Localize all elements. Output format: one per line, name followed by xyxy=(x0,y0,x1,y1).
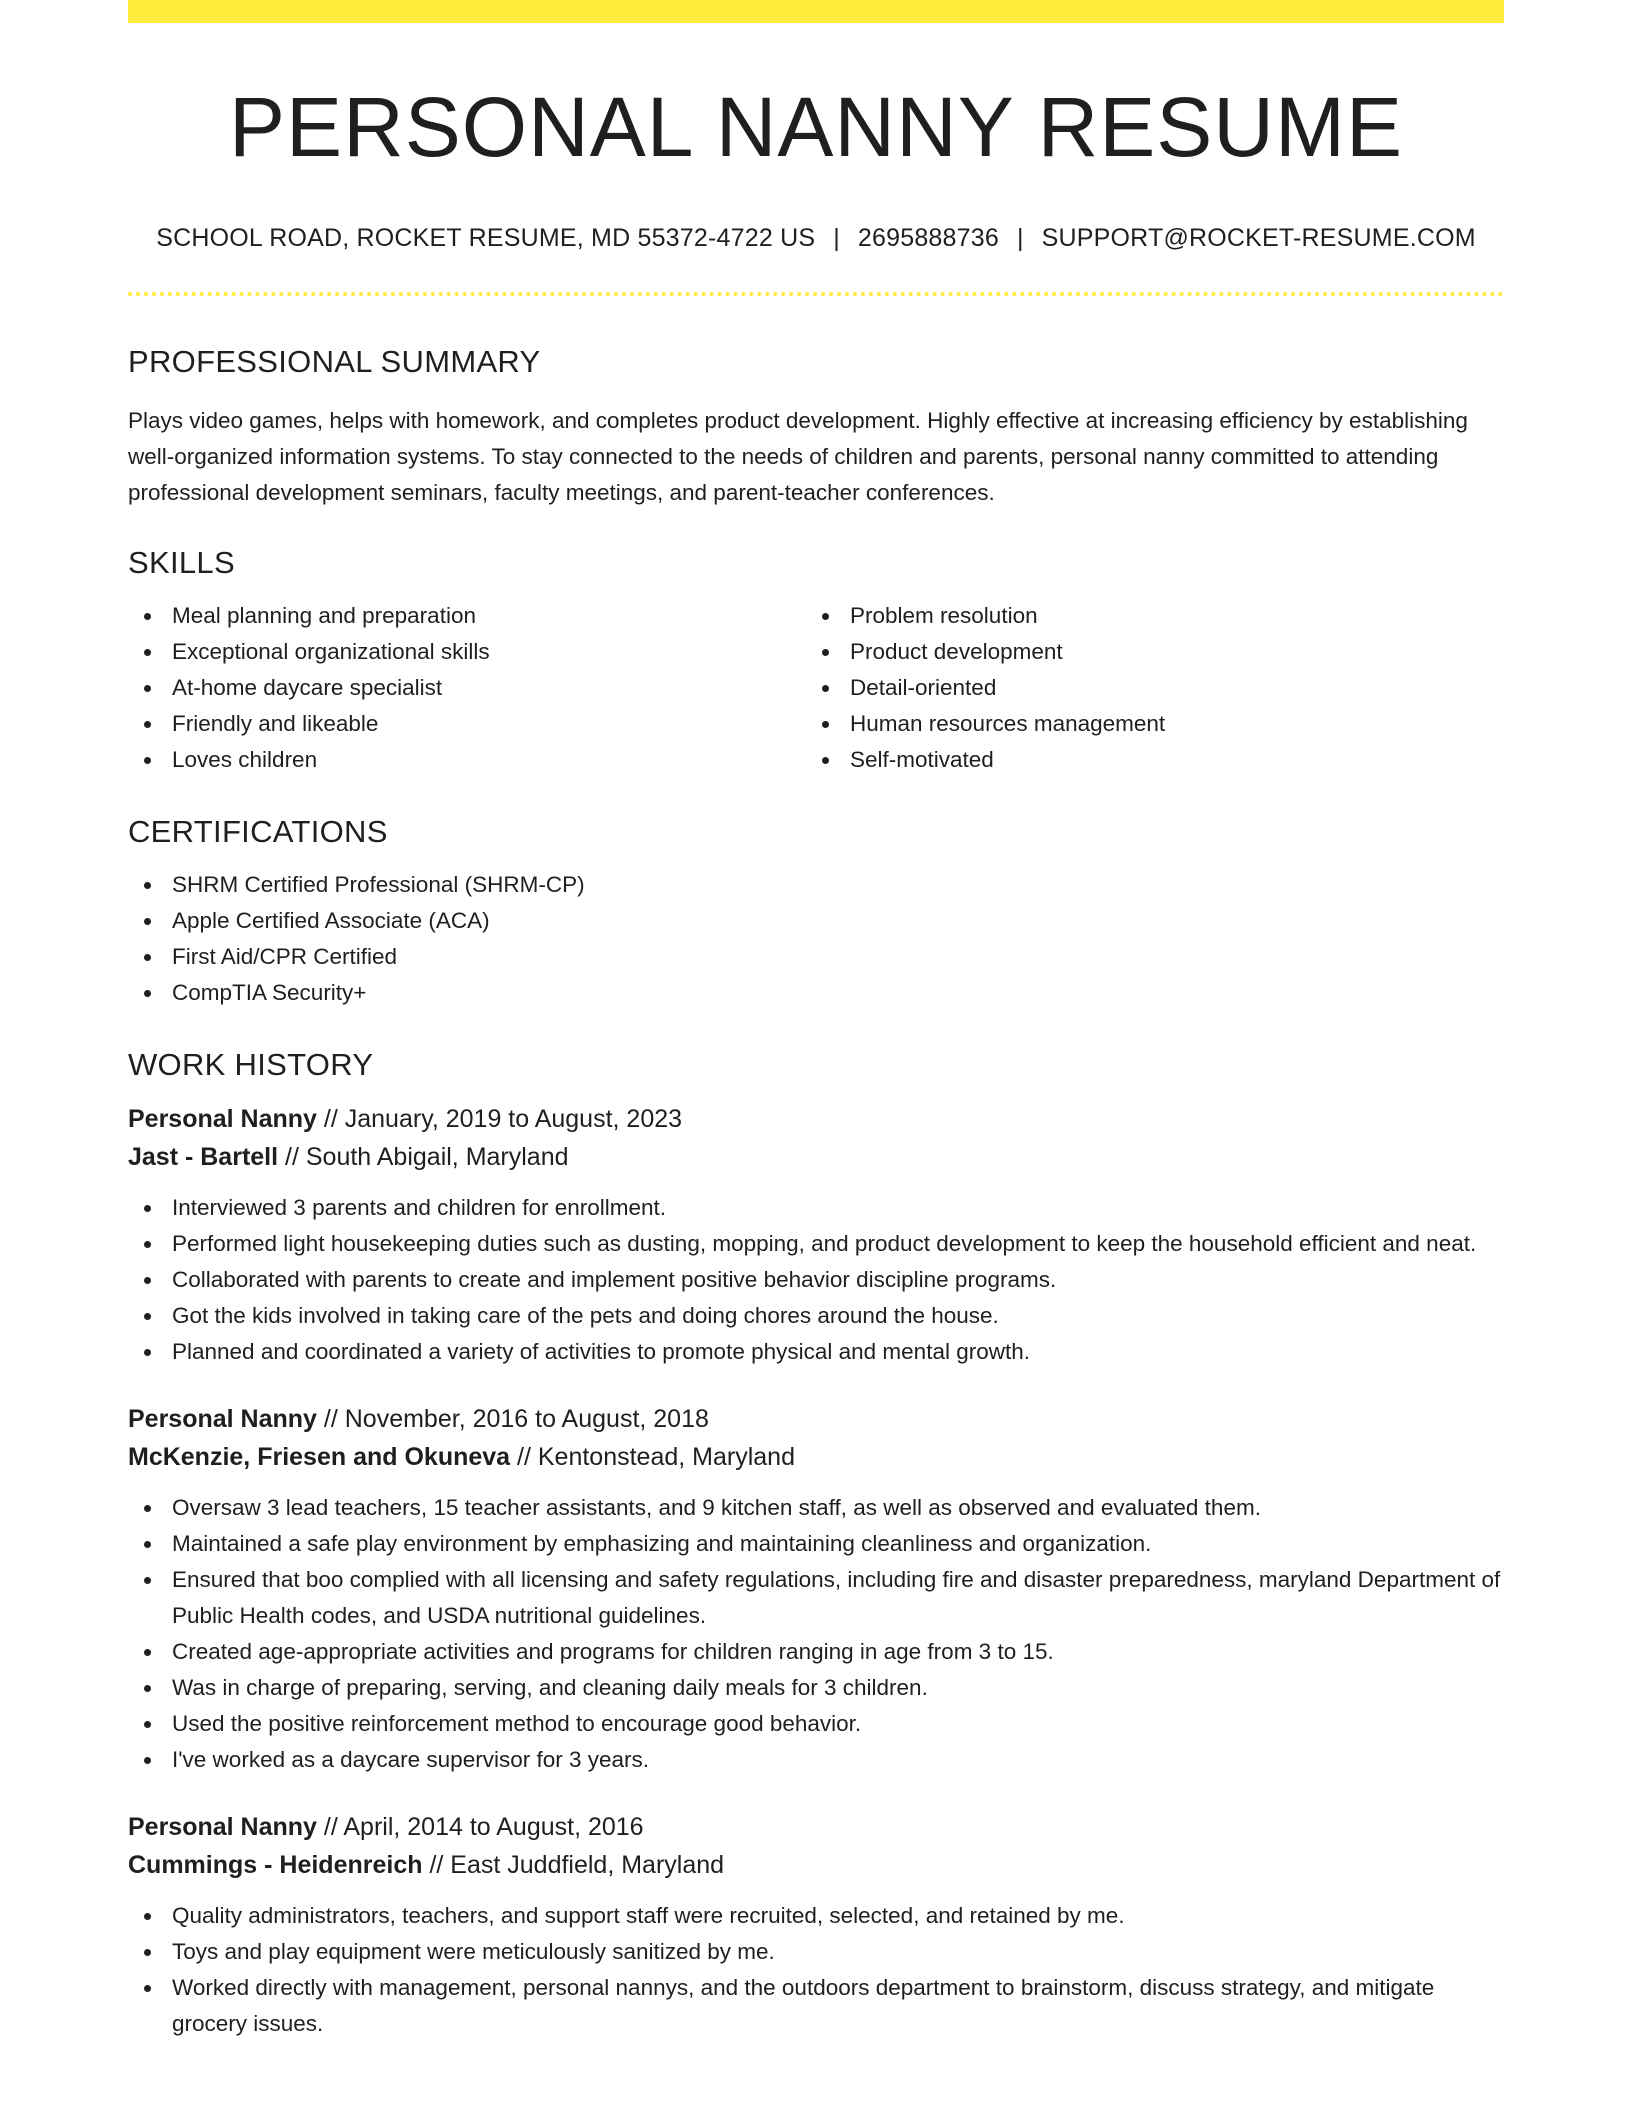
duty-item: Planned and coordinated a variety of activities to promote physical and mental growth. xyxy=(128,1334,1504,1370)
skills-columns xyxy=(128,598,1504,778)
summary-heading: PROFESSIONAL SUMMARY xyxy=(128,344,541,379)
employer-location: Kentonstead, Maryland xyxy=(537,1443,795,1471)
accent-bar xyxy=(128,0,1504,23)
dotted-divider xyxy=(128,292,1504,296)
duty-item: Quality administrators, teachers, and support staff were recruited, selected, and retained by me. xyxy=(128,1898,1504,1934)
contact-phone: 2695888736 xyxy=(857,224,999,252)
contact-separator: | xyxy=(1016,224,1024,252)
duty-item: I've worked as a daycare supervisor for 3 years. xyxy=(128,1742,1504,1778)
employer-name: Jast - Bartell xyxy=(128,1143,279,1171)
contact-email: SUPPORT@ROCKET-RESUME.COM xyxy=(1041,224,1476,252)
duty-item: Got the kids involved in taking care of the pets and doing chores around the house. xyxy=(128,1298,1504,1334)
work-history-heading: WORK HISTORY xyxy=(128,1047,374,1082)
field-separator: // xyxy=(316,1105,345,1133)
employer-location: East Juddfield, Maryland xyxy=(450,1851,725,1879)
skill-item: Friendly and likeable xyxy=(128,706,806,742)
certifications-section xyxy=(128,816,1504,1011)
contact-address: SCHOOL ROAD, ROCKET RESUME, MD 55372-4722 US xyxy=(156,224,816,252)
duty-item: Worked directly with management, personal nannys, and the outdoors department to brainstorm, discuss strategy, and mitigate grocery issues. xyxy=(128,1970,1504,2042)
duty-item: Used the positive reinforcement method to encourage good behavior. xyxy=(128,1706,1504,1742)
job-title: Personal Nanny xyxy=(128,1813,317,1841)
contact-separator: | xyxy=(833,224,840,252)
duty-item: Maintained a safe play environment by emphasizing and maintaining cleanliness and organization. xyxy=(128,1526,1504,1562)
skill-item: At-home daycare specialist xyxy=(128,670,806,706)
field-separator: // xyxy=(316,1813,344,1841)
employer-name: Cummings - Heidenreich xyxy=(128,1851,423,1879)
employer-line xyxy=(128,1138,1504,1176)
duty-item: Was in charge of preparing, serving, and cleaning daily meals for 3 children. xyxy=(128,1670,1504,1706)
skill-item: Meal planning and preparation xyxy=(128,598,806,634)
duty-item: Oversaw 3 lead teachers, 15 teacher assistants, and 9 kitchen staff, as well as observed and evaluated them. xyxy=(128,1490,1504,1526)
work-history-section xyxy=(128,1049,1504,2042)
certification-item: Apple Certified Associate (ACA) xyxy=(128,903,1504,939)
duty-item: Created age-appropriate activities and programs for children ranging in age from 3 to 15. xyxy=(128,1634,1504,1670)
certification-item: CompTIA Security+ xyxy=(128,975,1504,1011)
duty-item: Collaborated with parents to create and implement positive behavior discipline programs. xyxy=(128,1262,1504,1298)
summary-section xyxy=(128,346,1504,511)
skill-item: Exceptional organizational skills xyxy=(128,634,806,670)
skills-list-left xyxy=(128,598,806,778)
skill-item: Human resources management xyxy=(806,706,1484,742)
duty-item: Performed light housekeeping duties such as dusting, mopping, and product development to keep the household efficient and neat. xyxy=(128,1226,1504,1262)
field-separator: // xyxy=(278,1143,306,1171)
employer-line xyxy=(128,1438,1504,1476)
job-dates: January, 2019 to August, 2023 xyxy=(344,1105,683,1133)
skill-item: Problem resolution xyxy=(806,598,1484,634)
skill-item: Detail-oriented xyxy=(806,670,1484,706)
certification-item: First Aid/CPR Certified xyxy=(128,939,1504,975)
job-title-line xyxy=(128,1808,1504,1846)
job-dates: November, 2016 to August, 2018 xyxy=(344,1405,709,1433)
job-duties-list xyxy=(128,1490,1504,1778)
skills-list-right xyxy=(806,598,1484,778)
skills-section xyxy=(128,547,1504,778)
field-separator: // xyxy=(422,1851,451,1879)
job-title: Personal Nanny xyxy=(128,1405,317,1433)
job-title-line xyxy=(128,1400,1504,1438)
employer-line xyxy=(128,1846,1504,1884)
job-duties-list xyxy=(128,1190,1504,1370)
skill-item: Product development xyxy=(806,634,1484,670)
duty-item: Toys and play equipment were meticulously sanitized by me. xyxy=(128,1934,1504,1970)
job-entry xyxy=(128,1400,1504,1778)
field-separator: // xyxy=(316,1405,345,1433)
duty-item: Interviewed 3 parents and children for enrollment. xyxy=(128,1190,1504,1226)
employer-name: McKenzie, Friesen and Okuneva xyxy=(128,1443,511,1471)
field-separator: // xyxy=(510,1443,538,1471)
job-entry xyxy=(128,1100,1504,1370)
certification-item: SHRM Certified Professional (SHRM-CP) xyxy=(128,867,1504,903)
certifications-list xyxy=(128,867,1504,1011)
employer-location: South Abigail, Maryland xyxy=(305,1143,569,1171)
duty-item: Ensured that boo complied with all licensing and safety regulations, including fire and disaster preparedness, maryland Department of Public Health codes, and USDA nutritional guidelines. xyxy=(128,1562,1504,1634)
job-title: Personal Nanny xyxy=(128,1105,317,1133)
job-dates: April, 2014 to August, 2016 xyxy=(343,1813,644,1841)
job-duties-list xyxy=(128,1898,1504,2042)
skill-item: Loves children xyxy=(128,742,806,778)
contact-line xyxy=(128,226,1504,251)
resume-title: PERSONAL NANNY RESUME xyxy=(229,80,1403,174)
job-title-line xyxy=(128,1100,1504,1138)
skill-item: Self-motivated xyxy=(806,742,1484,778)
certifications-heading: CERTIFICATIONS xyxy=(128,814,388,849)
summary-text: Plays video games, helps with homework, and completes product development. Highly effective at increasing efficiency by establishing well-organized information systems. To stay connected to the needs of children and parents, personal nanny committed to attending professional development seminars, faculty meetings, and parent-teacher conferences. xyxy=(128,408,1468,505)
skills-heading: SKILLS xyxy=(128,545,235,580)
job-entry xyxy=(128,1808,1504,2042)
